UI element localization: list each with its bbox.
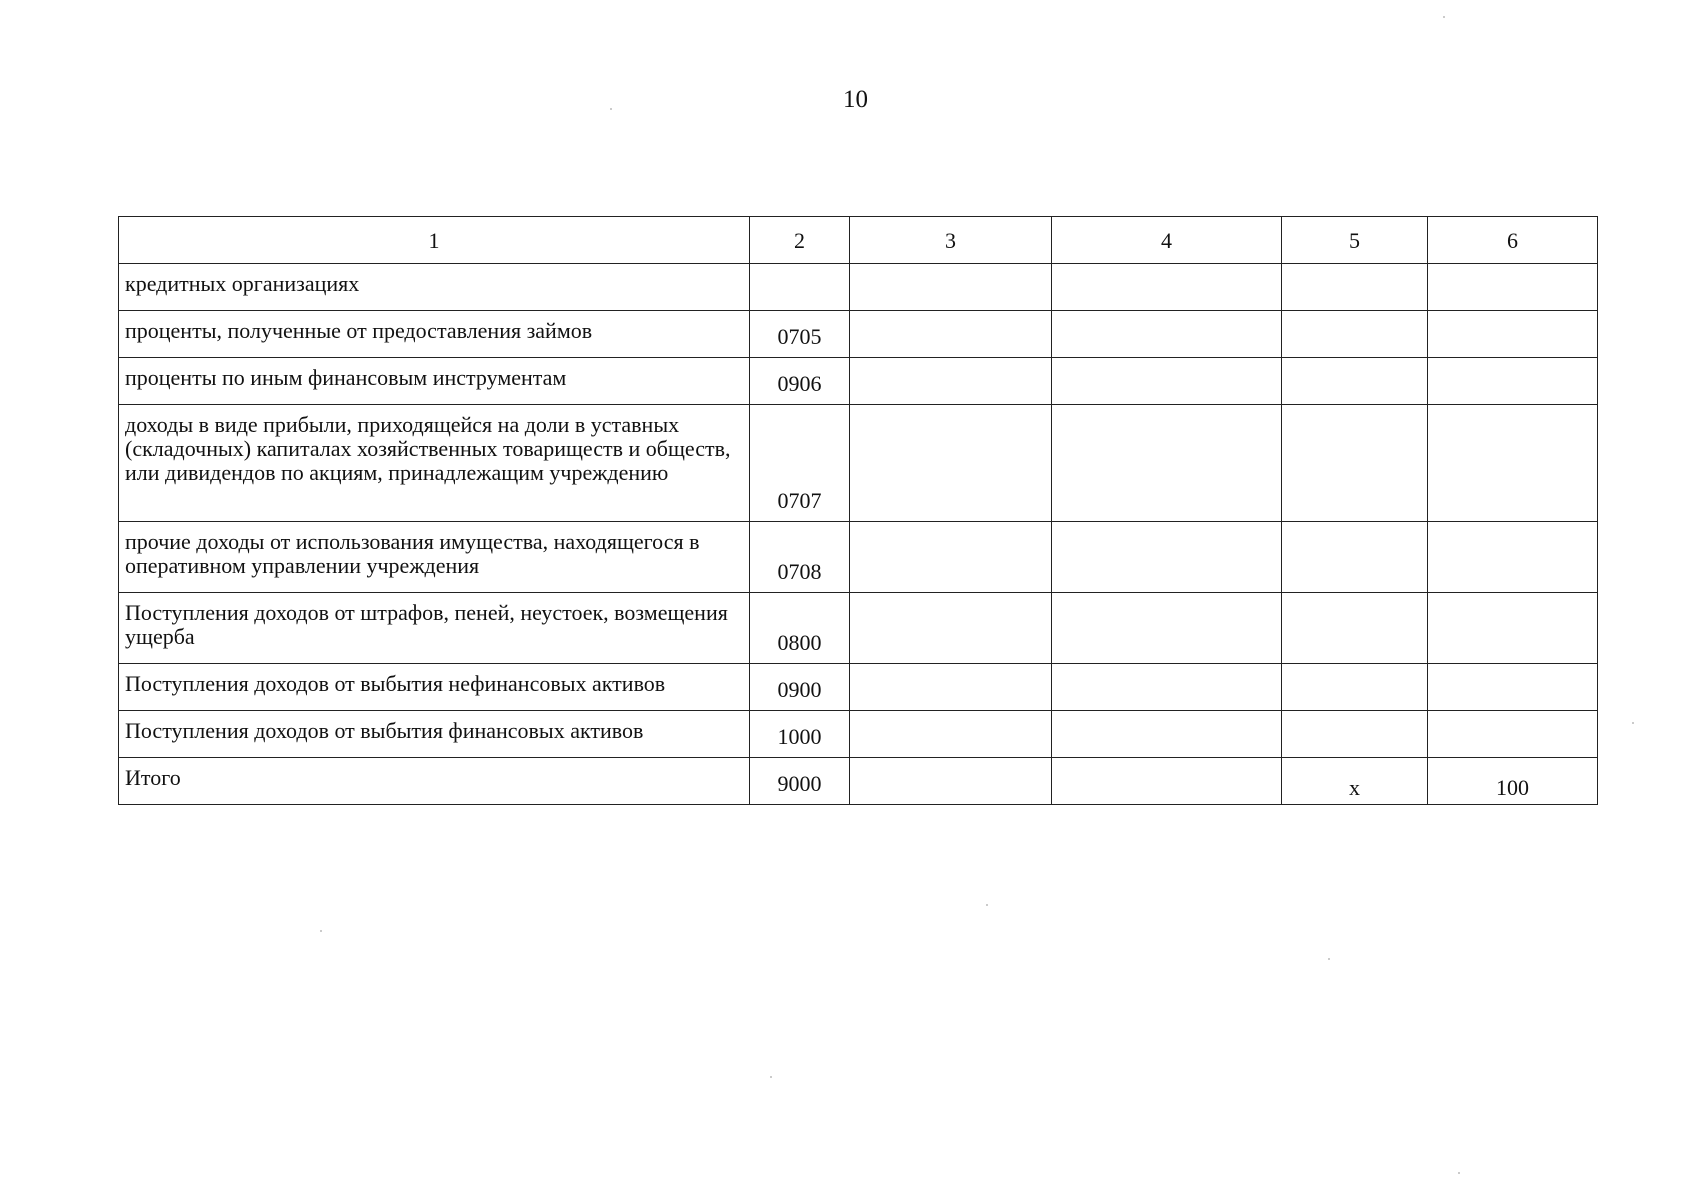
- column-header: 5: [1282, 217, 1428, 264]
- column-header: 3: [850, 217, 1052, 264]
- row-name: Поступления доходов от штрафов, пеней, неустоек, возмещения ущерба: [119, 593, 750, 664]
- cell-col4: [1052, 311, 1282, 358]
- row-code: 0708: [750, 522, 850, 593]
- cell-col3: [850, 522, 1052, 593]
- cell-col5: [1282, 522, 1428, 593]
- cell-col3: [850, 405, 1052, 522]
- cell-col6: [1428, 664, 1598, 711]
- row-code: 0906: [750, 358, 850, 405]
- cell-col6: 100: [1428, 758, 1598, 805]
- table-row-total: [119, 758, 1598, 805]
- scan-speck: [320, 930, 322, 932]
- table-row: [119, 664, 1598, 711]
- table-header-row: [119, 217, 1598, 264]
- cell-col6: [1428, 522, 1598, 593]
- row-code: 0707: [750, 405, 850, 522]
- row-code: 0800: [750, 593, 850, 664]
- cell-col3: [850, 264, 1052, 311]
- scan-speck: [610, 108, 612, 110]
- scan-speck: [770, 1076, 772, 1078]
- cell-col3: [850, 664, 1052, 711]
- row-name: доходы в виде прибыли, приходящейся на доли в уставных (складочных) капиталах хозяйственных товариществ и обществ, или дивидендов по акциям, принадлежащим учреждению: [119, 405, 750, 522]
- cell-col6: [1428, 358, 1598, 405]
- cell-col6: [1428, 311, 1598, 358]
- cell-col5: х: [1282, 758, 1428, 805]
- cell-col4: [1052, 664, 1282, 711]
- cell-col3: [850, 711, 1052, 758]
- income-table: [118, 216, 1598, 805]
- row-name: Итого: [119, 758, 750, 805]
- cell-col3: [850, 758, 1052, 805]
- cell-col4: [1052, 758, 1282, 805]
- cell-col5: [1282, 405, 1428, 522]
- row-code: 1000: [750, 711, 850, 758]
- cell-col6: [1428, 264, 1598, 311]
- cell-col5: [1282, 311, 1428, 358]
- scan-speck: [1328, 958, 1330, 960]
- cell-col5: [1282, 711, 1428, 758]
- row-name: прочие доходы от использования имущества, находящегося в оперативном управлении учреждения: [119, 522, 750, 593]
- cell-col5: [1282, 593, 1428, 664]
- page-number: 10: [843, 86, 868, 113]
- cell-col4: [1052, 358, 1282, 405]
- cell-col5: [1282, 358, 1428, 405]
- scan-speck: [1458, 1172, 1460, 1174]
- cell-col3: [850, 311, 1052, 358]
- row-name: проценты, полученные от предоставления займов: [119, 311, 750, 358]
- cell-col3: [850, 593, 1052, 664]
- row-code: [750, 264, 850, 311]
- cell-col4: [1052, 593, 1282, 664]
- scan-speck: [1632, 722, 1634, 724]
- cell-col4: [1052, 264, 1282, 311]
- column-header: 1: [119, 217, 750, 264]
- table-row: [119, 311, 1598, 358]
- table-row: [119, 593, 1598, 664]
- cell-col5: [1282, 264, 1428, 311]
- cell-col4: [1052, 711, 1282, 758]
- cell-col3: [850, 358, 1052, 405]
- cell-col4: [1052, 522, 1282, 593]
- row-code: 0900: [750, 664, 850, 711]
- row-code: 9000: [750, 758, 850, 805]
- cell-col6: [1428, 711, 1598, 758]
- column-header: 6: [1428, 217, 1598, 264]
- table-row: [119, 711, 1598, 758]
- table-row: [119, 264, 1598, 311]
- cell-col5: [1282, 664, 1428, 711]
- row-name: проценты по иным финансовым инструментам: [119, 358, 750, 405]
- cell-col4: [1052, 405, 1282, 522]
- cell-col6: [1428, 405, 1598, 522]
- scan-speck: [986, 904, 988, 906]
- row-name: Поступления доходов от выбытия нефинансовых активов: [119, 664, 750, 711]
- cell-col6: [1428, 593, 1598, 664]
- scan-speck: [1443, 16, 1445, 18]
- row-name: кредитных организациях: [119, 264, 750, 311]
- table-row: [119, 358, 1598, 405]
- column-header: 2: [750, 217, 850, 264]
- row-code: 0705: [750, 311, 850, 358]
- table-row: [119, 405, 1598, 522]
- row-name: Поступления доходов от выбытия финансовых активов: [119, 711, 750, 758]
- table-row: [119, 522, 1598, 593]
- column-header: 4: [1052, 217, 1282, 264]
